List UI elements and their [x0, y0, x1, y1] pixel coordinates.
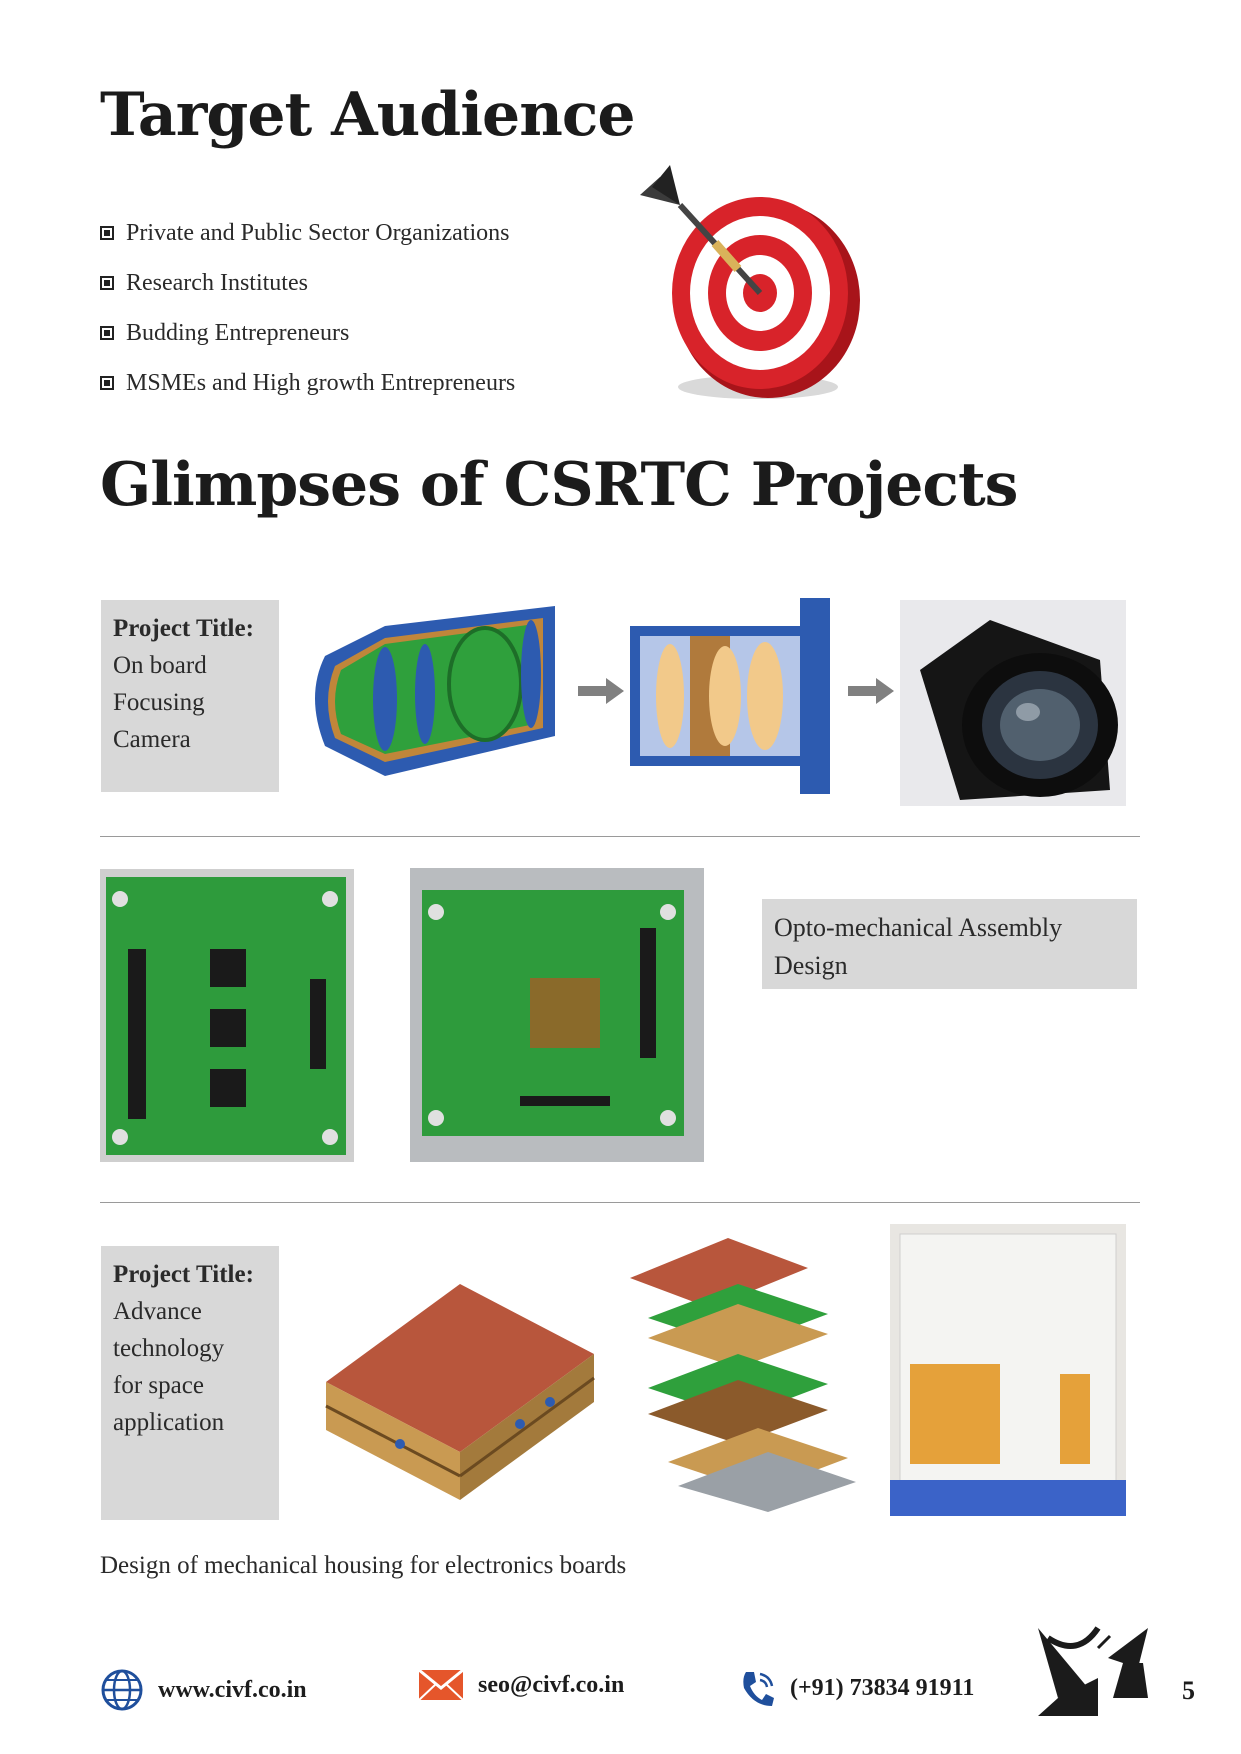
audience-item-3: Budding Entrepreneurs — [126, 319, 350, 346]
list-item — [100, 258, 515, 308]
project3-title-box — [101, 1246, 279, 1520]
phone-text[interactable]: (+91) 73834 91911 — [790, 1674, 975, 1701]
housing-cad-exploded-image — [628, 1238, 860, 1512]
audience-item-1: Private and Public Sector Organizations — [126, 219, 510, 246]
housing-cad-assembled-image — [320, 1284, 600, 1500]
pcb-board-photo-2 — [410, 868, 704, 1162]
footer-email[interactable] — [418, 1668, 624, 1702]
pcb-board-photo-1 — [100, 869, 354, 1162]
project3-line-2: technology — [113, 1335, 225, 1362]
heading-glimpses: Glimpses of CSRTC Projects — [100, 450, 1018, 520]
project3-label: Project Title: — [113, 1261, 254, 1288]
list-item — [100, 358, 515, 408]
email-text[interactable]: seo@civf.co.in — [478, 1671, 625, 1698]
project3-line-3: for space — [113, 1372, 204, 1399]
footer-phone[interactable] — [738, 1668, 974, 1708]
website-text[interactable]: www.civf.co.in — [158, 1676, 307, 1703]
page-number: 5 — [1182, 1676, 1195, 1705]
phone-icon — [738, 1668, 776, 1708]
lens-cad-cutaway-image — [305, 596, 575, 792]
bullet-icon — [100, 326, 114, 340]
audience-item-2: Research Institutes — [126, 269, 308, 296]
list-item — [100, 208, 515, 258]
audience-list — [100, 208, 515, 408]
lens-photo-image — [900, 600, 1126, 806]
envelope-icon — [418, 1668, 464, 1702]
project3-line-1: Advance — [113, 1298, 202, 1325]
project1-line-3: Camera — [113, 726, 191, 753]
bullet-icon — [100, 376, 114, 390]
project2-line-1: Opto-mechanical Assembly — [774, 913, 1063, 942]
bullet-icon — [100, 226, 114, 240]
heading-target-audience: Target Audience — [100, 80, 635, 150]
section-divider — [100, 1202, 1140, 1203]
arrow-right-icon — [578, 678, 624, 704]
arrow-right-icon — [848, 678, 894, 704]
dartboard-target-icon — [640, 165, 870, 405]
project2-line-2: Design — [774, 951, 848, 980]
audience-item-4: MSMEs and High growth Entrepreneurs — [126, 369, 516, 396]
project3-caption: Design of mechanical housing for electronics boards — [100, 1552, 627, 1579]
project3-line-4: application — [113, 1409, 225, 1436]
globe-icon — [100, 1668, 144, 1712]
housing-photo-image — [890, 1224, 1126, 1516]
project2-title-box — [762, 899, 1137, 989]
bullet-icon — [100, 276, 114, 290]
project1-line-1: On board — [113, 652, 207, 679]
project1-title-box — [101, 600, 279, 792]
lens-cad-section-image — [630, 598, 840, 794]
project1-label: Project Title: — [113, 615, 254, 642]
list-item — [100, 308, 515, 358]
section-divider — [100, 836, 1140, 837]
satellite-dish-logo-icon — [1038, 1618, 1158, 1718]
footer-website[interactable] — [100, 1668, 307, 1712]
project1-line-2: Focusing — [113, 689, 205, 716]
